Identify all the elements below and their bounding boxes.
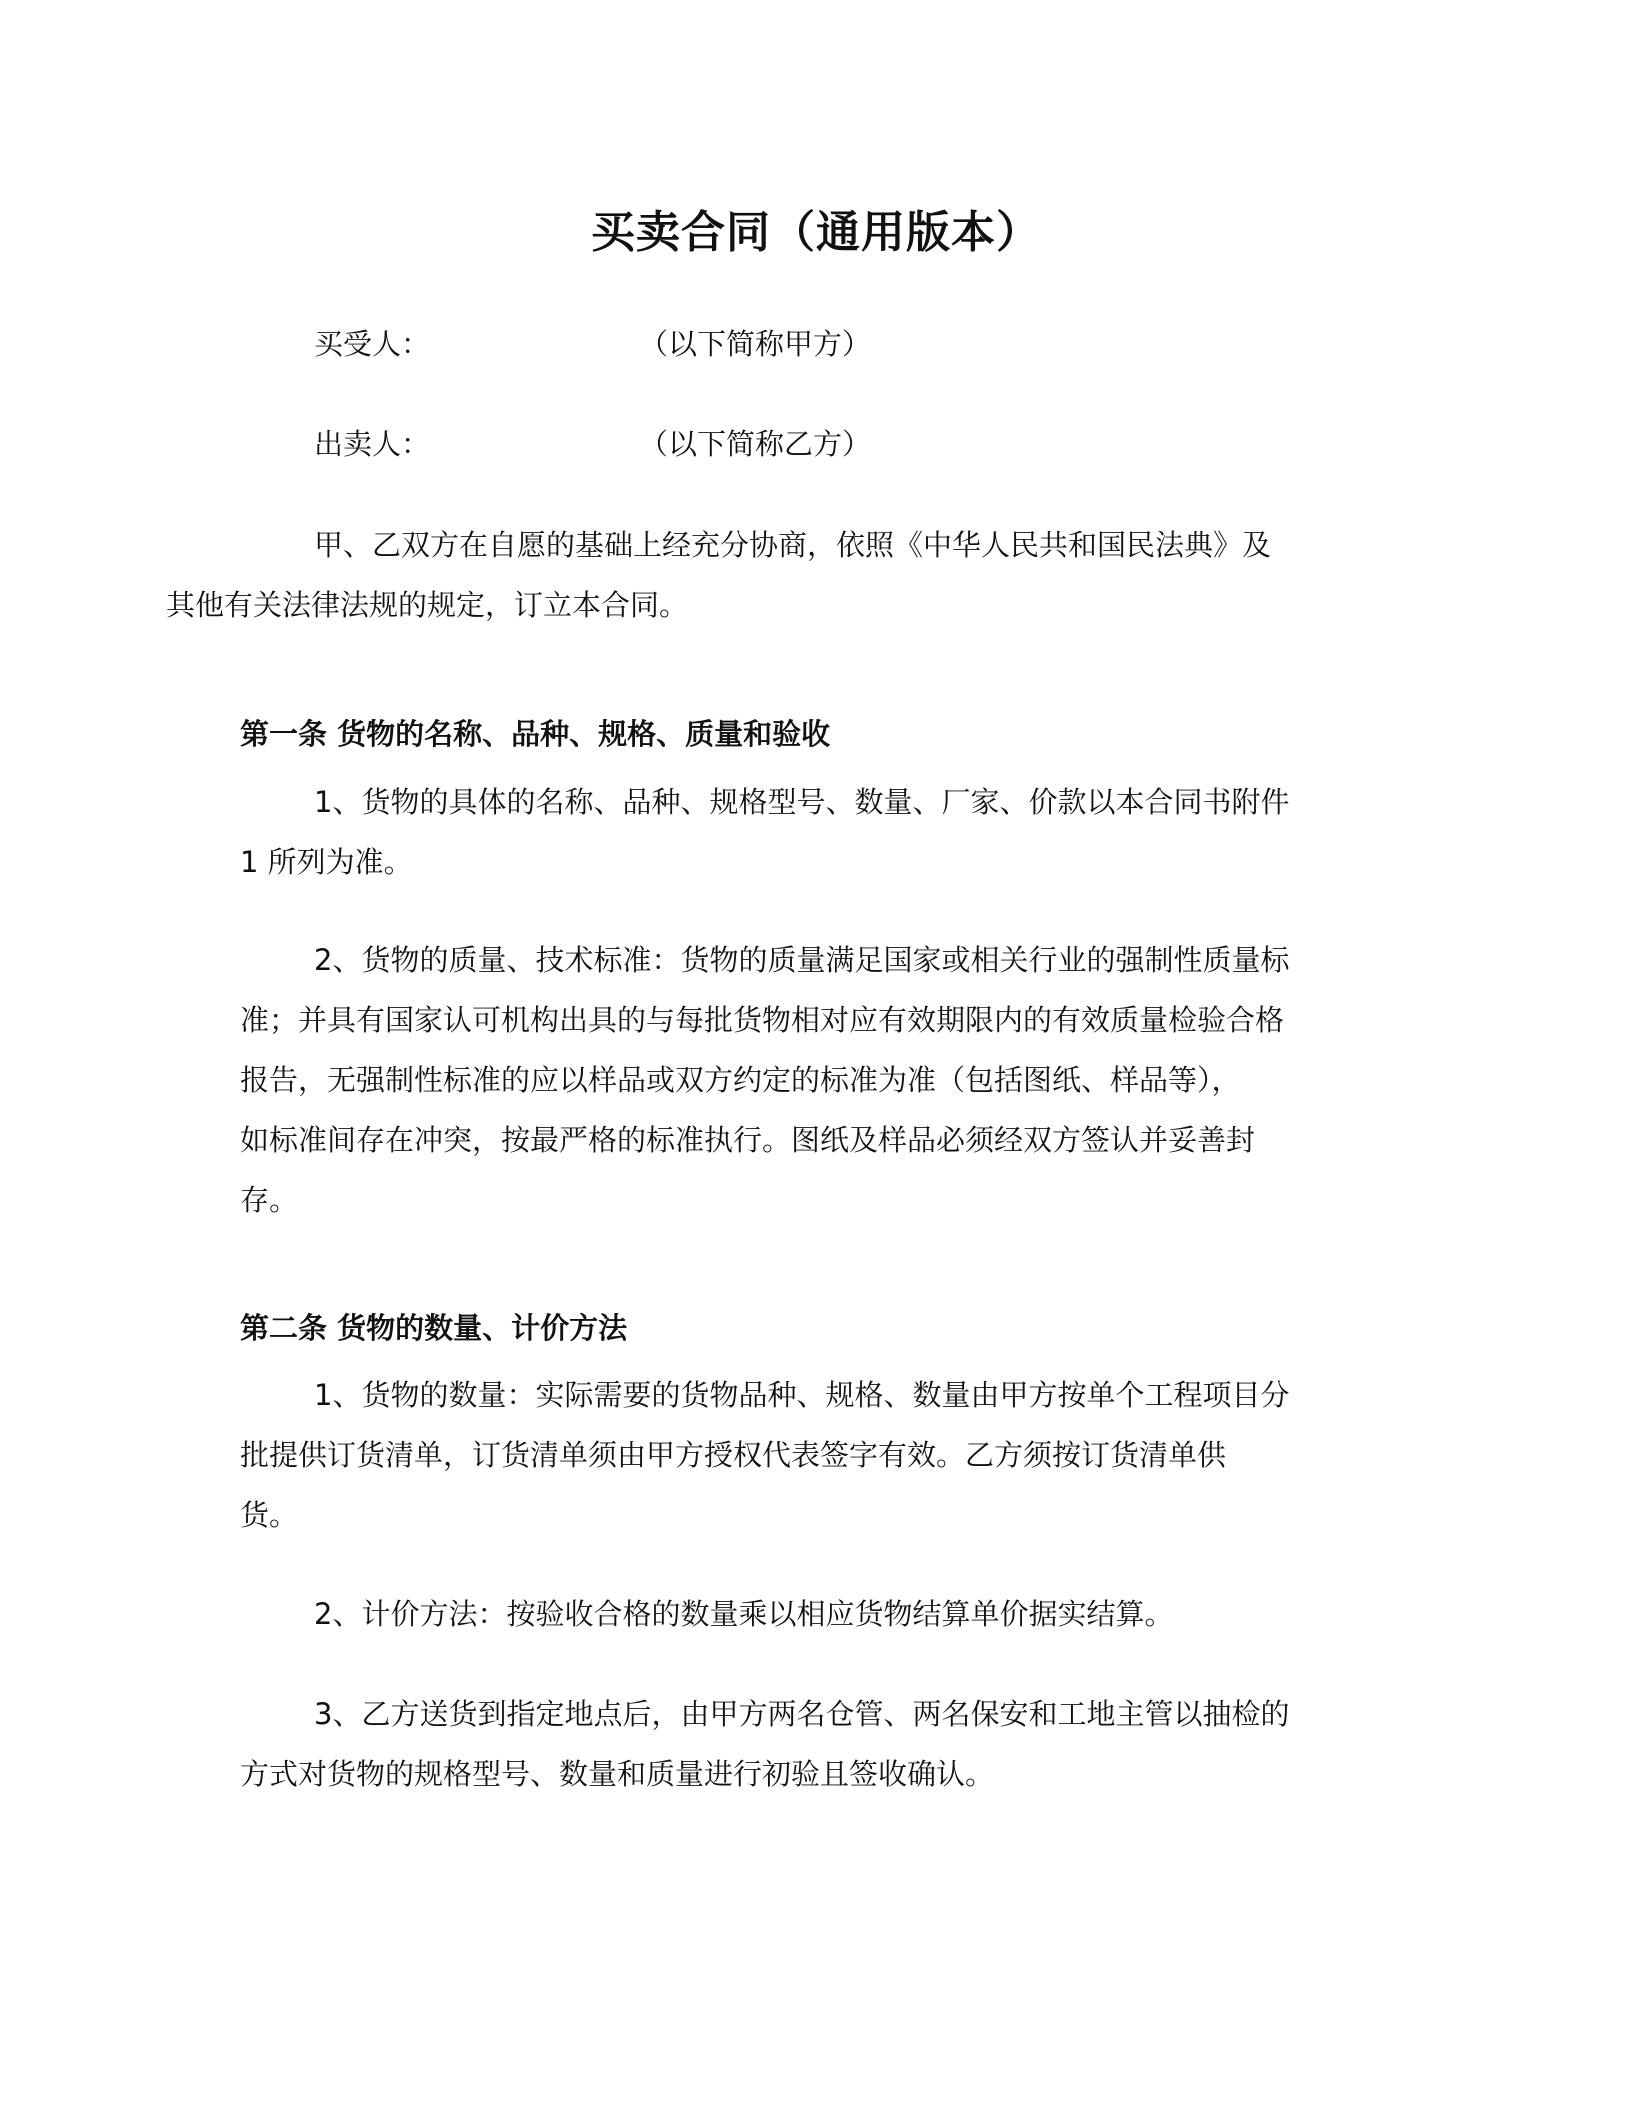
clause-line: 方式对货物的规格型号、数量和质量进行初验且签收确认。 bbox=[240, 1757, 995, 1791]
clause-line: 批提供订货清单，订货清单须由甲方授权代表签字有效。乙方须按订货清单供 bbox=[240, 1438, 1227, 1472]
clause-line: 存。 bbox=[240, 1183, 299, 1217]
clause-line: 准；并具有国家认可机构出具的与每批货物相对应有效期限内的有效质量检验合格 bbox=[240, 1003, 1285, 1037]
clause-line: 1 所列为准。 bbox=[240, 845, 413, 879]
document-title: 买卖合同（通用版本） bbox=[591, 207, 1041, 258]
clause-line: 1、货物的数量：实际需要的货物品种、规格、数量由甲方按单个工程项目分 bbox=[314, 1378, 1290, 1412]
seller-line bbox=[314, 422, 871, 463]
article-2-clause-2 bbox=[240, 1584, 1390, 1644]
clause-line: 货。 bbox=[240, 1498, 299, 1532]
article-2-clause-1 bbox=[240, 1365, 1390, 1545]
buyer-line bbox=[314, 322, 871, 363]
seller-label: 出卖人： bbox=[314, 427, 431, 461]
clause-line: 如标准间存在冲突，按最严格的标准执行。图纸及样品必须经双方签认并妥善封 bbox=[240, 1123, 1256, 1157]
clause-line: 3、乙方送货到指定地点后，由甲方两名仓管、两名保安和工地主管以抽检的 bbox=[314, 1697, 1290, 1731]
article-1-heading: 第一条 货物的名称、品种、规格、质量和验收 bbox=[240, 717, 831, 751]
seller-note: （以下简称乙方） bbox=[639, 427, 872, 461]
intro-paragraph bbox=[166, 515, 1390, 635]
clause-line: 2、货物的质量、技术标准：货物的质量满足国家或相关行业的强制性质量标 bbox=[314, 943, 1290, 977]
article-2-heading: 第二条 货物的数量、计价方法 bbox=[240, 1311, 628, 1345]
clause-line: 2、计价方法：按验收合格的数量乘以相应货物结算单价据实结算。 bbox=[314, 1597, 1174, 1631]
buyer-label: 买受人： bbox=[314, 327, 431, 361]
intro-line: 其他有关法律法规的规定，订立本合同。 bbox=[166, 588, 689, 622]
clause-line: 1、货物的具体的名称、品种、规格型号、数量、厂家、价款以本合同书附件 bbox=[314, 785, 1290, 819]
article-1-clause-1 bbox=[240, 772, 1390, 892]
intro-line: 甲、乙双方在自愿的基础上经充分协商，依照《中华人民共和国民法典》及 bbox=[314, 528, 1272, 562]
buyer-note: （以下简称甲方） bbox=[639, 327, 872, 361]
article-1-clause-2 bbox=[240, 930, 1390, 1230]
article-2-clause-3 bbox=[240, 1684, 1390, 1804]
clause-line: 报告，无强制性标准的应以样品或双方约定的标准为准（包括图纸、样品等）， bbox=[240, 1063, 1241, 1097]
